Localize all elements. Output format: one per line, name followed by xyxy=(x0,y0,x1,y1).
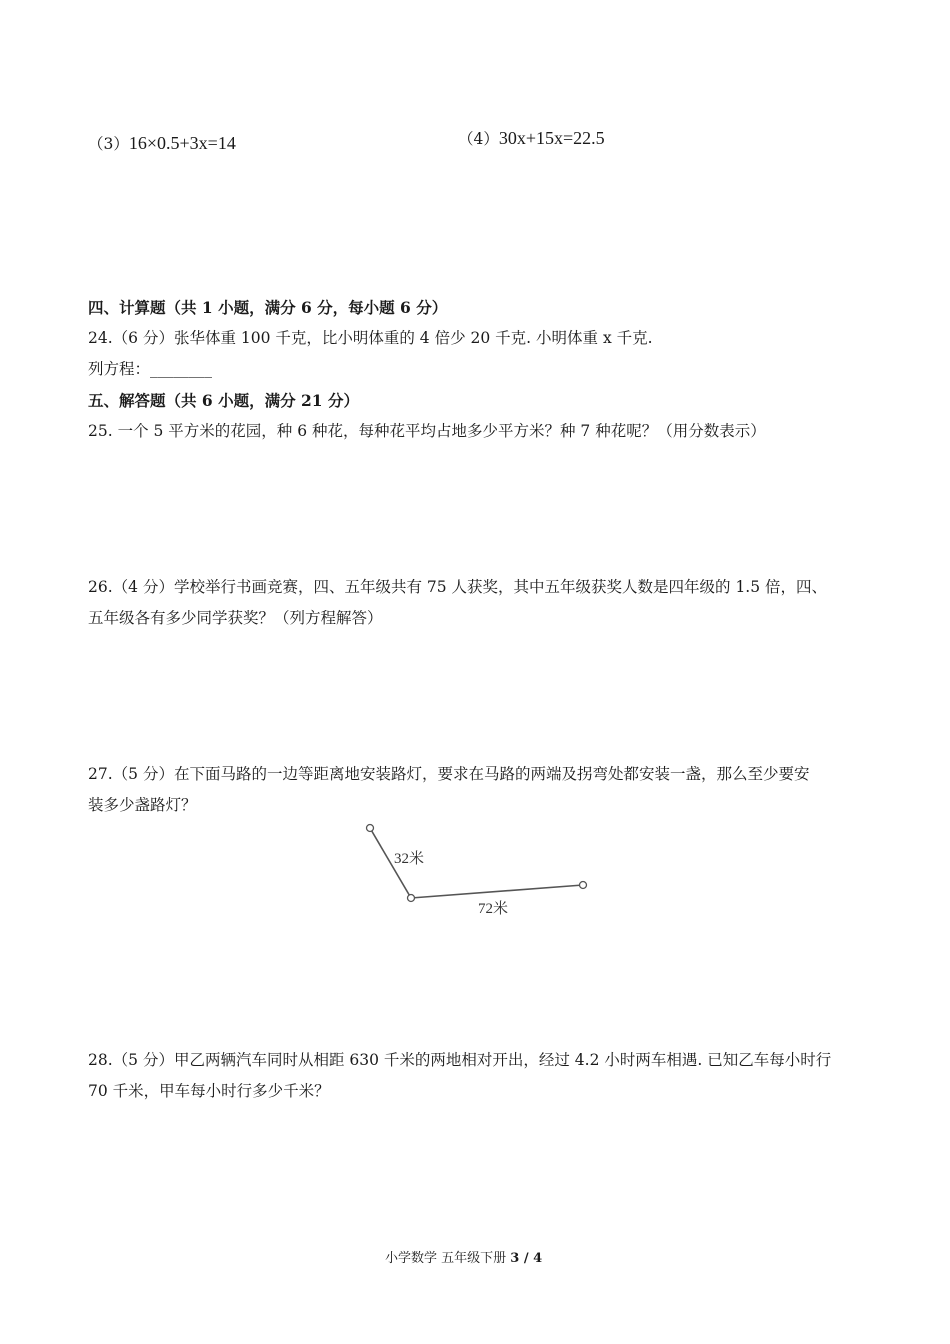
question-25: 25. 一个 5 平方米的花园，种 6 种花，每种花平均占地多少平方米？种 7 种花呢？（用分数表示） xyxy=(88,422,766,440)
equation-4-number: （4） xyxy=(458,130,499,148)
road-label-short: 32米 xyxy=(394,851,425,867)
road-endpoint-marker xyxy=(580,882,587,889)
equation-3-number: （3） xyxy=(88,135,129,153)
road-label-long: 72米 xyxy=(478,901,509,917)
equation-3-expression: 16×0.5+3x=14 xyxy=(128,133,236,153)
equation-3 xyxy=(88,133,236,154)
road-endpoint-marker xyxy=(367,825,374,832)
footer-page-current: 3 xyxy=(510,1251,520,1266)
road-diagram xyxy=(360,818,600,928)
question-28-line-1: 28.（5 分）甲乙两辆汽车同时从相距 630 千米的两地相对开出，经过 4.2 小时两车相遇. 已知乙车每小时行 xyxy=(88,1051,832,1069)
footer-title: 小学数学 五年级下册 xyxy=(385,1251,507,1266)
question-27-line-1: 27.（5 分）在下面马路的一边等距离地安装路灯，要求在马路的两端及拐弯处都安装一盏，那么至少要安 xyxy=(88,765,810,783)
question-27-line-2: 装多少盏路灯？ xyxy=(88,796,197,814)
road-segment-long xyxy=(411,885,583,898)
equation-4-expression: 30x+15x=22.5 xyxy=(498,128,605,148)
question-28-line-2: 70 千米，甲车每小时行多少千米？ xyxy=(88,1082,330,1100)
road-corner-marker xyxy=(408,895,415,902)
section-5-heading: 五、解答题（共 6 小题，满分 21 分） xyxy=(88,391,359,410)
question-24-answer-prompt: 列方程：________ xyxy=(88,360,213,378)
page-footer xyxy=(385,1247,542,1266)
question-26-line-2: 五年级各有多少同学获奖？（列方程解答） xyxy=(88,609,383,627)
footer-page-total: 4 xyxy=(533,1251,543,1266)
question-26-line-1: 26.（4 分）学校举行书画竞赛，四、五年级共有 75 人获奖，其中五年级获奖人数是四年级的 1.5 倍，四、 xyxy=(88,578,828,596)
footer-page-separator: / xyxy=(519,1251,534,1266)
section-4-heading: 四、计算题（共 1 小题，满分 6 分，每小题 6 分） xyxy=(88,298,448,317)
question-24: 24.（6 分）张华体重 100 千克，比小明体重的 4 倍少 20 千克. 小明体重 x 千克. xyxy=(88,329,653,347)
equation-4 xyxy=(458,128,605,149)
